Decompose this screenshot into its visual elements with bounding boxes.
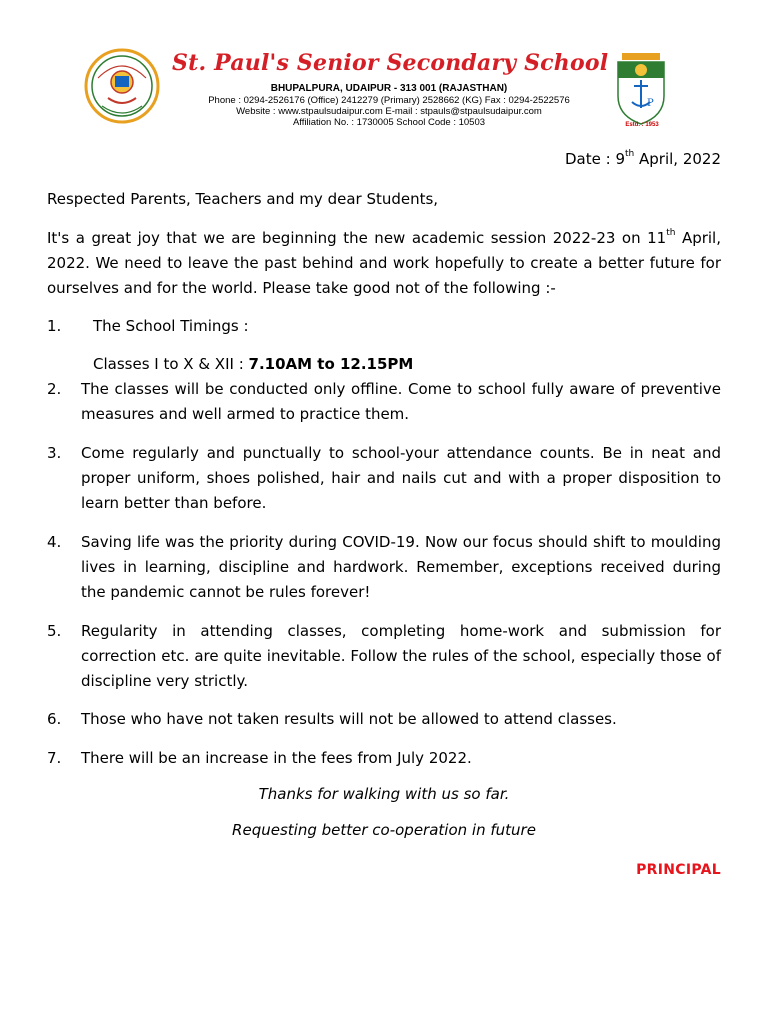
school-phone: Phone : 0294-2526176 (Office) 2412279 (Primary) 2528662 (KG) Fax : 0294-2522576 bbox=[208, 95, 570, 106]
list-item-text: The School Timings : bbox=[93, 317, 249, 335]
list-number: 5. bbox=[47, 622, 62, 640]
list-number: 7. bbox=[47, 749, 62, 767]
list-item-3 bbox=[47, 441, 721, 516]
list-number: 6. bbox=[47, 710, 62, 728]
list-number: 2. bbox=[47, 380, 62, 398]
list-item-text: Those who have not taken results will not be allowed to attend classes. bbox=[81, 710, 617, 728]
school-affiliation: Affiliation No. : 1730005 School Code : 10503 bbox=[292, 117, 486, 128]
signature-principal: PRINCIPAL bbox=[636, 862, 721, 878]
timings-value: 7.10AM to 12.15PM bbox=[248, 355, 414, 373]
list-item-5 bbox=[47, 619, 721, 694]
list-number: 3. bbox=[47, 444, 62, 462]
list-item-text: Saving life was the priority during COVID-19. Now our focus should shift to moulding lives in learning, discipline and hardwork. Remember, exceptions received during the pandemic cannot be rules forever! bbox=[81, 533, 721, 601]
salutation: Respected Parents, Teachers and my dear Students, bbox=[47, 190, 439, 208]
school-address: BHUPALPURA, UDAIPUR - 313 001 (RAJASTHAN) bbox=[270, 83, 508, 94]
letter-date: Date : 9th April, 2022 bbox=[565, 149, 721, 168]
school-name: St. Paul's Senior Secondary School bbox=[172, 50, 609, 76]
list-item-text: Come regularly and punctually to school-your attendance counts. Be in neat and proper uniform, shoes polished, hair and nails cut and with a proper disposition to learn better than before. bbox=[81, 444, 721, 512]
established-label: Estd. : 1953 bbox=[625, 122, 659, 128]
svg-text:P: P bbox=[647, 98, 654, 109]
timings-line bbox=[47, 352, 721, 377]
timings-label: Classes I to X & XII : bbox=[93, 355, 249, 373]
list-item-7 bbox=[47, 746, 721, 771]
intro-paragraph: It's a great joy that we are beginning the new academic session 2022-23 on 11th April, 2022. We need to leave the past behind and work hopefully to create a better future for ourselves and for the world. Please take good not of the following :- bbox=[47, 228, 721, 297]
list-item-6 bbox=[47, 707, 721, 732]
letterhead bbox=[84, 46, 724, 134]
list-item-4 bbox=[47, 530, 721, 605]
list-item-text: Regularity in attending classes, completing home-work and submission for correction etc. are quite inevitable. Follow the rules of the school, especially those of discipline very strictly. bbox=[81, 622, 721, 690]
list-item-2 bbox=[47, 377, 721, 427]
school-crest-logo bbox=[614, 50, 668, 130]
school-website: Website : www.stpaulsudaipur.com E-mail : stpauls@stpaulsudaipur.com bbox=[236, 106, 542, 117]
list-item-1 bbox=[47, 314, 721, 339]
list-number: 1. bbox=[47, 317, 62, 335]
list-item-text: There will be an increase in the fees from July 2022. bbox=[81, 749, 472, 767]
closing-thanks: Thanks for walking with us so far. bbox=[258, 785, 510, 803]
closing-request: Requesting better co-operation in future bbox=[232, 821, 536, 839]
cbse-emblem-logo bbox=[84, 48, 160, 124]
list-item-text: The classes will be conducted only offline. Come to school fully aware of preventive measures and well armed to practice them. bbox=[81, 380, 721, 423]
list-number: 4. bbox=[47, 533, 62, 551]
